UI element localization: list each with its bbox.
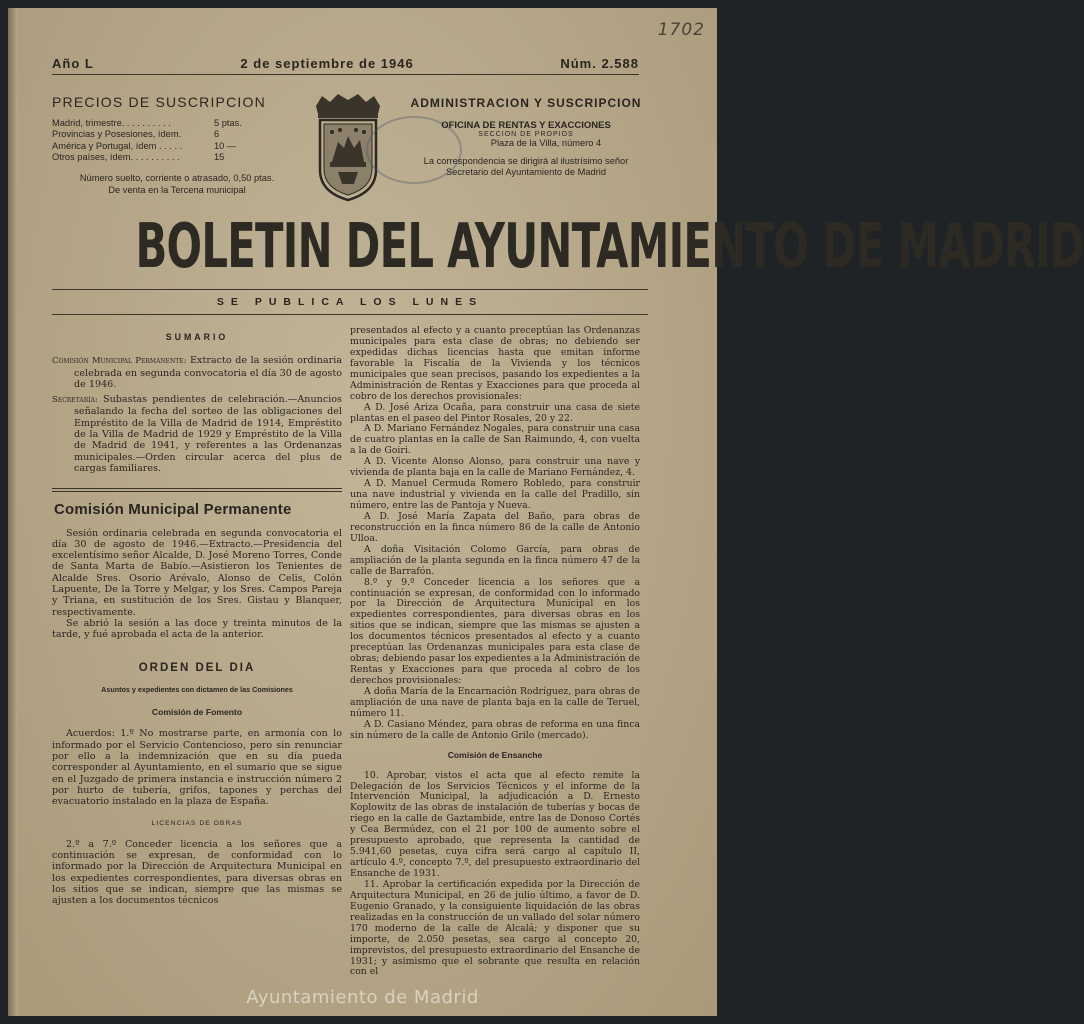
sumario-title: SUMARIO	[165, 332, 229, 342]
masthead-title	[52, 208, 1084, 284]
price-label: Provincias y Posesiones, ídem.	[52, 129, 182, 140]
issue-number: Núm. 2.588	[560, 55, 639, 71]
price-row	[52, 152, 302, 163]
single-copy-price: Número suelto, corriente o atrasado, 0,50 ptas.	[79, 172, 275, 183]
divider	[52, 289, 648, 290]
continuation-paragraph: presentados al efecto y a cuanto preceptúan las Ordenanzas municipales para esta clase de obras; no debiendo ser expedidas dichas licencias hasta que emitan informe favorable la Fiscalía de la Vivienda y los técnicos municipales que sean precisos, pasando los expedientes a la Administración de Rentas y Exacciones para que proceda al cobro de los derechos provisionales:	[350, 325, 640, 402]
administration-block	[406, 96, 646, 178]
session-paragraph: Sesión ordinaria celebrada en segunda convocatoria el día 30 de agosto de 1946.—Extracto.—Presidencia del excelentísimo señor Alcalde, D. José Moreno Torres, Conde de Santa Marta de Babío.—Asistieron los Tenientes de Alcalde Sres. Osorio Arévalo, Alonso de Celis, Colón Lapuente, De la Torre y Melgar, y los Sres. Campos Pareja y Triana, en sustitución de los Sres. Gistau y Blanquer, respectivamente.	[52, 527, 342, 618]
masthead-text: BOLETIN DEL AYUNTAMIENTO DE MADRID	[135, 209, 1084, 283]
newspaper-page	[8, 8, 1084, 1016]
license-item: A D. Mariano Fernández Nogales, para construir una casa de cuatro plantas en la calle de San Raimundo, 4, con vuelta a la de Goiri.	[350, 423, 640, 457]
license-item: A doña María de la Encarnación Rodríguez, para obras de ampliación de una nave de planta baja en la calle de Teruel, número 11.	[350, 685, 640, 719]
divider	[52, 314, 648, 315]
left-column	[52, 326, 342, 907]
price-row	[52, 129, 302, 140]
office-section: SECCION DE PROPIOS	[478, 131, 574, 138]
subscription-prices	[52, 94, 302, 196]
licencias-paragraph: 2.º a 7.º Conceder licencia a los señores que a continuación se expresan, de conformidad con lo informado por la Dirección de Arquitectura Municipal en los expedientes correspondientes, para diversas obras en los sitios que se indican, siempre que las mismas se ajusten a los documentos técnicos	[52, 838, 342, 907]
acuerdos-paragraph: Acuerdos: 1.º No mostrarse parte, en armonía con lo informado por el Servicio Contencioso, pero sin renunciar por ello a la indemnización que en su día pueda corresponder al Ayuntamiento, en el sumario que se sigue en el Juzgado de primera instancia e instrucción número 2 por hurto de tubería, grifos, tapones y perchas del evacuatorio instalado en la plaza de España.	[52, 728, 342, 808]
right-column	[350, 326, 640, 978]
office-name: OFICINA DE RENTAS Y EXACCIONES	[441, 120, 611, 131]
ensanche-title: Comisión de Ensanche	[447, 749, 543, 760]
subscription-title: PRECIOS DE SUSCRIPCION	[52, 94, 266, 110]
sumario-text: Subastas pendientes de celebración.—Anuncios señalando la fecha del sorteo de las obligaciones del Empréstito de la Villa de Madrid de 1914, Empréstito de la Villa de Madrid de 1929 y Empréstito de la Villa de Madrid de 1941, y referentes a las Ordenanzas municipales.—Orden circular acerca del plus de cargas familiares.	[74, 394, 342, 474]
price-label: Otros países, ídem. . . . . . . . . .	[52, 152, 180, 163]
price-value: 5 ptas.	[214, 118, 242, 128]
license-item: A D. Manuel Cermuda Romero Robledo, para construir una nave industrial y vivienda en la calle del Pradillo, sin número, entre las de Pantoja y Nueva.	[350, 478, 640, 511]
section-title: Comisión Municipal Permanente	[54, 501, 292, 519]
issue-date: 2 de septiembre de 1946	[240, 55, 414, 71]
sumario-item	[52, 355, 342, 390]
sumario-label: Comisión Municipal Permanente:	[52, 356, 187, 367]
administration-title: ADMINISTRACION Y SUSCRIPCION	[410, 96, 642, 110]
agenda-item-10: 10. Aprobar, vistos el acta que al efecto remite la Delegación de los Servicios Técnicos y el informe de la Intervención Municipal, la adjudicación a D. Ernesto Koplowitz de las obras de instalación de tuberías y bocas de riego en la calle de Gaztambide, entre las de Donoso Cortés y Cea Bermúdez, con el 21 por 100 de aumento sobre el presupuesto aprobado, que representa la cantidad de 5.941,60 pesetas, cuya cifra será cargo al capítulo II, artículo 4.º, concepto 7.º, del presupuesto extraordinario del Ensanche de 1931.	[350, 769, 640, 879]
price-row	[52, 118, 302, 129]
double-divider	[52, 488, 342, 492]
sumario-text: Extracto de la sesión ordinaria celebrada en segunda convocatoria el día 30 de agosto de 1946.	[74, 355, 342, 390]
sumario-label: Secretaría:	[52, 395, 98, 406]
office-address: Plaza de la Villa, número 4	[490, 138, 602, 148]
issue-year: Año L	[52, 55, 94, 71]
price-value: 6	[214, 129, 220, 140]
license-item: A D. José Ariza Ocaña, para construir una casa de siete plantas en el paseo del Pintor Rosales, 20 y 22.	[350, 401, 640, 424]
agenda-subtitle: Asuntos y expedientes con dictamen de las Comisiones	[101, 684, 293, 694]
page-edge	[8, 8, 18, 1016]
agenda-item-8-9: 8.º y 9.º Conceder licencia a los señores que a continuación se expresan, de conformidad con lo informado por la Dirección de Arquitectura Municipal en los expedientes correspondientes, para diversas obras en los sitios que se indican, siempre que las mismas se ajusten a los documentos técnicos presentados al efecto y a cuanto preceptúan las Ordenanzas municipales para esta clase de obras; debiendo pasar los expedientes a la Administración de Rentas y Exacciones para que proceda al cobro de los derechos provisionales:	[350, 576, 640, 686]
session-opened-paragraph: Se abrió la sesión a las doce y treinta minutos de la tarde, y fué aprobada el acta de la anterior.	[52, 617, 342, 641]
subscription-note	[52, 172, 302, 196]
licencias-title: LICENCIAS DE OBRAS	[151, 819, 243, 827]
license-item: A doña Visitación Colomo García, para obras de ampliación de la planta segunda en la finca número 47 de la calle de Barrafón.	[350, 543, 640, 577]
publication-frequency: SE PUBLICA LOS LUNES	[216, 296, 484, 308]
issue-header	[52, 52, 639, 75]
watermark: Ayuntamiento de Madrid	[246, 987, 479, 1008]
price-label: América y Portugal, ídem . . . . .	[52, 140, 183, 151]
price-value: 15	[214, 152, 225, 163]
agenda-title: ORDEN DEL DIA	[138, 661, 256, 674]
fomento-title: Comisión de Fomento	[151, 707, 243, 718]
price-value: 10 —	[214, 140, 237, 151]
license-item: A D. Casiano Méndez, para obras de reforma en una finca sin número de la calle de Antonio Grilo (mercado).	[350, 718, 640, 741]
license-item: A D. José María Zapata del Baño, para obras de reconstrucción en la finca número 86 de la calle de Antonio Ulloa.	[350, 510, 640, 544]
price-row	[52, 141, 302, 152]
sale-location: De venta en la Tercena municipal	[108, 184, 246, 195]
sumario-item	[52, 394, 342, 474]
correspondence-note: La correspondencia se dirigirá al ilustrísimo señor Secretario del Ayuntamiento de Madrid	[423, 156, 629, 177]
archive-number: 1702	[657, 20, 705, 40]
license-item: A D. Vicente Alonso Alonso, para construir una nave y vivienda de planta baja en la calle de Mariano Fernández, 4.	[350, 456, 640, 479]
price-label: Madrid, trimestre. . . . . . . . . .	[52, 118, 171, 128]
agenda-item-11: 11. Aprobar la certificación expedida por la Dirección de Arquitectura Municipal, en 26 de julio último, a favor de D. Eugenio Granado, y la consiguiente liquidación de las obras realizadas en la construcción de un vallado del solar número 170 moderno de la calle de Alcalá; y disponer que su importe, de 2.050 pesetas, sea cargo al concepto 20, imprevistos, del presupuesto extraordinario del Ensanche de 1931; y asimismo que el sobrante que resulta en relación con el	[350, 878, 640, 978]
